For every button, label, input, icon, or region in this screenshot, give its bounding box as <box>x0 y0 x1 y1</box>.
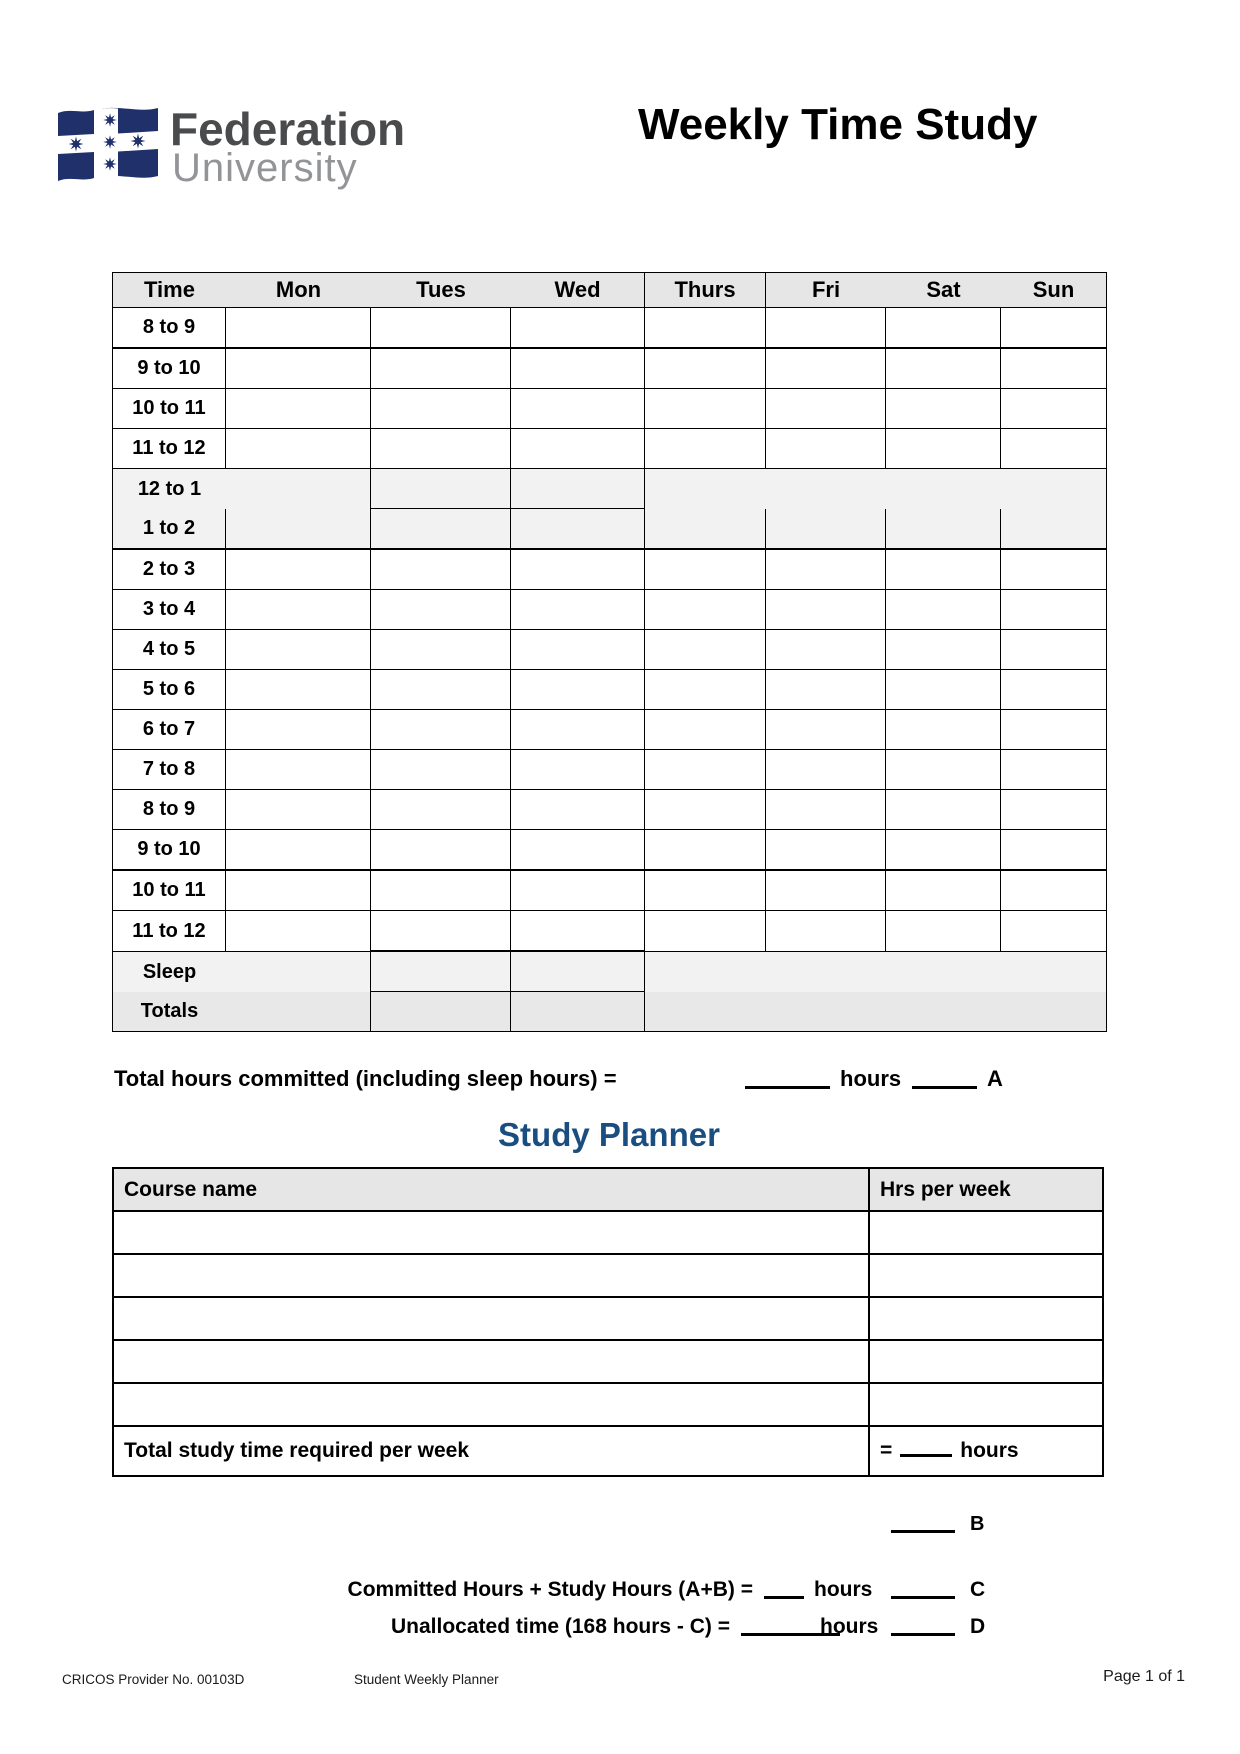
time-row <box>113 871 1107 911</box>
schedule-cell <box>511 670 645 710</box>
sleep-label: Sleep <box>113 952 226 992</box>
hours-word: hours <box>820 1615 879 1638</box>
schedule-cell <box>511 509 645 550</box>
time-row <box>113 349 1107 389</box>
schedule-cell <box>766 830 886 871</box>
total-hours-blank <box>745 1086 830 1089</box>
schedule-cell <box>766 670 886 710</box>
schedule-cell <box>226 509 371 550</box>
schedule-cell <box>886 509 1001 550</box>
schedule-cell <box>1001 952 1107 992</box>
schedule-cell <box>766 389 886 429</box>
time-label: 5 to 6 <box>113 670 226 710</box>
schedule-cell <box>511 429 645 469</box>
total-hours-label: Total hours committed (including sleep hours) = <box>114 1066 617 1091</box>
course-hours-cell <box>870 1298 1102 1341</box>
ref-b-label: B <box>970 1513 985 1535</box>
schedule-cell <box>1001 670 1107 710</box>
hours-word: hours <box>960 1439 1019 1462</box>
hrs-per-week-header: Hrs per week <box>870 1169 1102 1212</box>
schedule-cell <box>511 469 645 509</box>
ref-c-blank <box>891 1596 955 1599</box>
schedule-cell <box>226 710 371 750</box>
schedule-cell <box>226 830 371 871</box>
time-row <box>113 830 1107 871</box>
col-header-sat: Sat <box>886 273 1001 308</box>
schedule-cell <box>645 911 766 952</box>
course-row <box>114 1298 1102 1341</box>
schedule-cell <box>371 630 511 670</box>
course-row <box>114 1255 1102 1298</box>
schedule-cell <box>645 830 766 871</box>
hours-word: hours <box>840 1066 902 1091</box>
schedule-cell <box>645 992 766 1031</box>
schedule-cell <box>511 830 645 871</box>
col-header-tues: Tues <box>371 273 511 308</box>
schedule-cell <box>371 509 511 550</box>
time-row <box>113 389 1107 429</box>
schedule-cell <box>371 750 511 790</box>
schedule-cell <box>645 710 766 750</box>
schedule-cell <box>1001 349 1107 389</box>
unallocated-time-line <box>112 1609 1106 1639</box>
time-label: 6 to 7 <box>113 710 226 750</box>
study-total-label: Total study time required per week <box>114 1427 870 1475</box>
schedule-cell <box>371 670 511 710</box>
course-name-cell <box>114 1384 870 1427</box>
footer-doc-name: Student Weekly Planner <box>354 1672 499 1687</box>
course-name-cell <box>114 1212 870 1255</box>
committed-plus-study-line <box>112 1572 1106 1602</box>
schedule-cell <box>226 670 371 710</box>
schedule-cell <box>886 590 1001 630</box>
schedule-cell <box>1001 710 1107 750</box>
time-label: 1 to 2 <box>113 509 226 550</box>
schedule-cell <box>886 790 1001 830</box>
time-label: 11 to 12 <box>113 911 226 952</box>
schedule-cell <box>371 389 511 429</box>
schedule-cell <box>766 308 886 349</box>
course-row <box>114 1384 1102 1427</box>
totals-row <box>113 992 1107 1031</box>
footer-page-number: Page 1 of 1 <box>1103 1668 1185 1685</box>
course-name-header: Course name <box>114 1169 870 1212</box>
schedule-cell <box>1001 509 1107 550</box>
schedule-cell <box>886 710 1001 750</box>
schedule-cell <box>511 710 645 750</box>
schedule-cell <box>886 952 1001 992</box>
schedule-cell <box>645 871 766 911</box>
committed-plus-study-label: Committed Hours + Study Hours (A+B) = <box>347 1578 753 1601</box>
time-row <box>113 911 1107 952</box>
schedule-cell <box>645 469 766 509</box>
schedule-cell <box>1001 389 1107 429</box>
time-label: 11 to 12 <box>113 429 226 469</box>
schedule-cell <box>886 911 1001 952</box>
schedule-cell <box>766 911 886 952</box>
time-row <box>113 670 1107 710</box>
schedule-cell <box>886 429 1001 469</box>
weekly-time-table <box>112 272 1107 1032</box>
schedule-cell <box>886 349 1001 389</box>
time-label: 10 to 11 <box>113 871 226 911</box>
schedule-cell <box>645 630 766 670</box>
schedule-cell <box>511 911 645 952</box>
course-row <box>114 1341 1102 1384</box>
ref-c-label: C <box>970 1578 986 1601</box>
time-label: 9 to 10 <box>113 349 226 389</box>
schedule-cell <box>371 911 511 952</box>
total-hours-line <box>112 1062 1106 1092</box>
col-header-sun: Sun <box>1001 273 1107 308</box>
schedule-cell <box>226 469 371 509</box>
schedule-cell <box>1001 750 1107 790</box>
schedule-cell <box>1001 590 1107 630</box>
time-label: 8 to 9 <box>113 790 226 830</box>
ref-d-blank <box>891 1633 955 1636</box>
schedule-cell <box>766 710 886 750</box>
time-row <box>113 469 1107 509</box>
equals-sign: = <box>880 1439 893 1462</box>
schedule-cell <box>371 469 511 509</box>
footer-cricos: CRICOS Provider No. 00103D <box>62 1672 245 1687</box>
time-row <box>113 509 1107 550</box>
schedule-cell <box>1001 992 1107 1031</box>
schedule-cell <box>766 871 886 911</box>
schedule-cell <box>886 830 1001 871</box>
time-row <box>113 750 1107 790</box>
schedule-cell <box>1001 469 1107 509</box>
time-label: 4 to 5 <box>113 630 226 670</box>
schedule-cell <box>766 550 886 590</box>
schedule-cell <box>886 750 1001 790</box>
schedule-cell <box>226 308 371 349</box>
time-label: 2 to 3 <box>113 550 226 590</box>
sleep-row <box>113 952 1107 992</box>
ref-a-label: A <box>987 1066 1003 1091</box>
schedule-cell <box>226 550 371 590</box>
schedule-cell <box>226 429 371 469</box>
schedule-cell <box>226 590 371 630</box>
schedule-cell <box>226 630 371 670</box>
schedule-cell <box>226 750 371 790</box>
ref-b-line <box>112 1506 1106 1536</box>
schedule-cell <box>371 952 511 992</box>
schedule-cell <box>645 550 766 590</box>
schedule-cell <box>886 308 1001 349</box>
time-row <box>113 590 1107 630</box>
schedule-cell <box>226 349 371 389</box>
page-title: Weekly Time Study <box>638 100 1038 149</box>
schedule-cell <box>371 550 511 590</box>
schedule-cell <box>645 509 766 550</box>
schedule-cell <box>1001 630 1107 670</box>
schedule-cell <box>371 590 511 630</box>
schedule-cell <box>371 710 511 750</box>
course-hours-cell <box>870 1384 1102 1427</box>
ref-b-blank <box>891 1530 955 1533</box>
schedule-cell <box>766 469 886 509</box>
schedule-cell <box>226 952 371 992</box>
schedule-cell <box>226 389 371 429</box>
schedule-cell <box>766 992 886 1031</box>
study-planner-header-row <box>114 1169 1102 1212</box>
committed-hours-blank <box>764 1596 804 1599</box>
schedule-cell <box>511 308 645 349</box>
schedule-cell <box>226 911 371 952</box>
weekly-header-row <box>113 273 1107 308</box>
course-hours-cell <box>870 1341 1102 1384</box>
schedule-cell <box>371 308 511 349</box>
time-row <box>113 308 1107 349</box>
schedule-cell <box>1001 790 1107 830</box>
col-header-wed: Wed <box>511 273 645 308</box>
schedule-cell <box>645 952 766 992</box>
schedule-cell <box>511 590 645 630</box>
schedule-cell <box>371 429 511 469</box>
schedule-cell <box>645 670 766 710</box>
schedule-cell <box>886 630 1001 670</box>
hours-word: hours <box>814 1578 873 1601</box>
schedule-cell <box>371 992 511 1031</box>
study-total-value <box>870 1427 1102 1475</box>
schedule-cell <box>511 389 645 429</box>
schedule-cell <box>371 871 511 911</box>
ref-a-blank <box>912 1086 977 1089</box>
schedule-cell <box>511 871 645 911</box>
time-row <box>113 429 1107 469</box>
schedule-cell <box>886 389 1001 429</box>
schedule-cell <box>371 830 511 871</box>
schedule-cell <box>226 790 371 830</box>
study-total-blank <box>900 1454 952 1457</box>
schedule-cell <box>766 750 886 790</box>
schedule-cell <box>1001 429 1107 469</box>
schedule-cell <box>886 992 1001 1031</box>
schedule-cell <box>766 509 886 550</box>
schedule-cell <box>511 750 645 790</box>
schedule-cell <box>511 992 645 1031</box>
time-row <box>113 790 1107 830</box>
schedule-cell <box>886 670 1001 710</box>
schedule-cell <box>645 308 766 349</box>
time-row <box>113 630 1107 670</box>
schedule-cell <box>766 590 886 630</box>
schedule-cell <box>371 790 511 830</box>
eureka-flag-icon <box>56 104 160 186</box>
time-label: 3 to 4 <box>113 590 226 630</box>
col-header-time: Time <box>113 273 226 308</box>
course-name-cell <box>114 1341 870 1384</box>
schedule-cell <box>511 349 645 389</box>
course-row <box>114 1212 1102 1255</box>
time-row <box>113 550 1107 590</box>
schedule-cell <box>766 952 886 992</box>
schedule-cell <box>511 952 645 992</box>
course-hours-cell <box>870 1212 1102 1255</box>
logo-university-text: University <box>172 146 358 190</box>
study-total-row <box>114 1427 1102 1475</box>
schedule-cell <box>511 550 645 590</box>
totals-label: Totals <box>113 992 226 1031</box>
ref-d-label: D <box>970 1615 986 1638</box>
schedule-cell <box>645 429 766 469</box>
schedule-cell <box>511 790 645 830</box>
schedule-cell <box>645 349 766 389</box>
course-name-cell <box>114 1255 870 1298</box>
schedule-cell <box>1001 550 1107 590</box>
schedule-cell <box>886 871 1001 911</box>
schedule-cell <box>1001 911 1107 952</box>
schedule-cell <box>886 550 1001 590</box>
course-name-cell <box>114 1298 870 1341</box>
schedule-cell <box>371 349 511 389</box>
schedule-cell <box>766 630 886 670</box>
schedule-cell <box>226 992 371 1031</box>
time-label: 10 to 11 <box>113 389 226 429</box>
schedule-cell <box>1001 308 1107 349</box>
course-hours-cell <box>870 1255 1102 1298</box>
schedule-cell <box>645 590 766 630</box>
col-header-fri: Fri <box>766 273 886 308</box>
schedule-cell <box>766 429 886 469</box>
unallocated-time-label: Unallocated time (168 hours - C) = <box>391 1615 730 1638</box>
time-label: 12 to 1 <box>113 469 226 509</box>
schedule-cell <box>766 790 886 830</box>
study-planner-table <box>112 1167 1104 1477</box>
schedule-cell <box>645 790 766 830</box>
schedule-cell <box>766 349 886 389</box>
time-label: 8 to 9 <box>113 308 226 349</box>
study-planner-heading: Study Planner <box>498 1116 720 1153</box>
schedule-cell <box>511 630 645 670</box>
time-label: 9 to 10 <box>113 830 226 871</box>
schedule-cell <box>1001 871 1107 911</box>
schedule-cell <box>886 469 1001 509</box>
schedule-cell <box>226 871 371 911</box>
schedule-cell <box>645 389 766 429</box>
col-header-thurs: Thurs <box>645 273 766 308</box>
time-label: 7 to 8 <box>113 750 226 790</box>
col-header-mon: Mon <box>226 273 371 308</box>
time-row <box>113 710 1107 750</box>
logo-federation-text: Federation <box>170 103 406 155</box>
schedule-cell <box>1001 830 1107 871</box>
schedule-cell <box>645 750 766 790</box>
